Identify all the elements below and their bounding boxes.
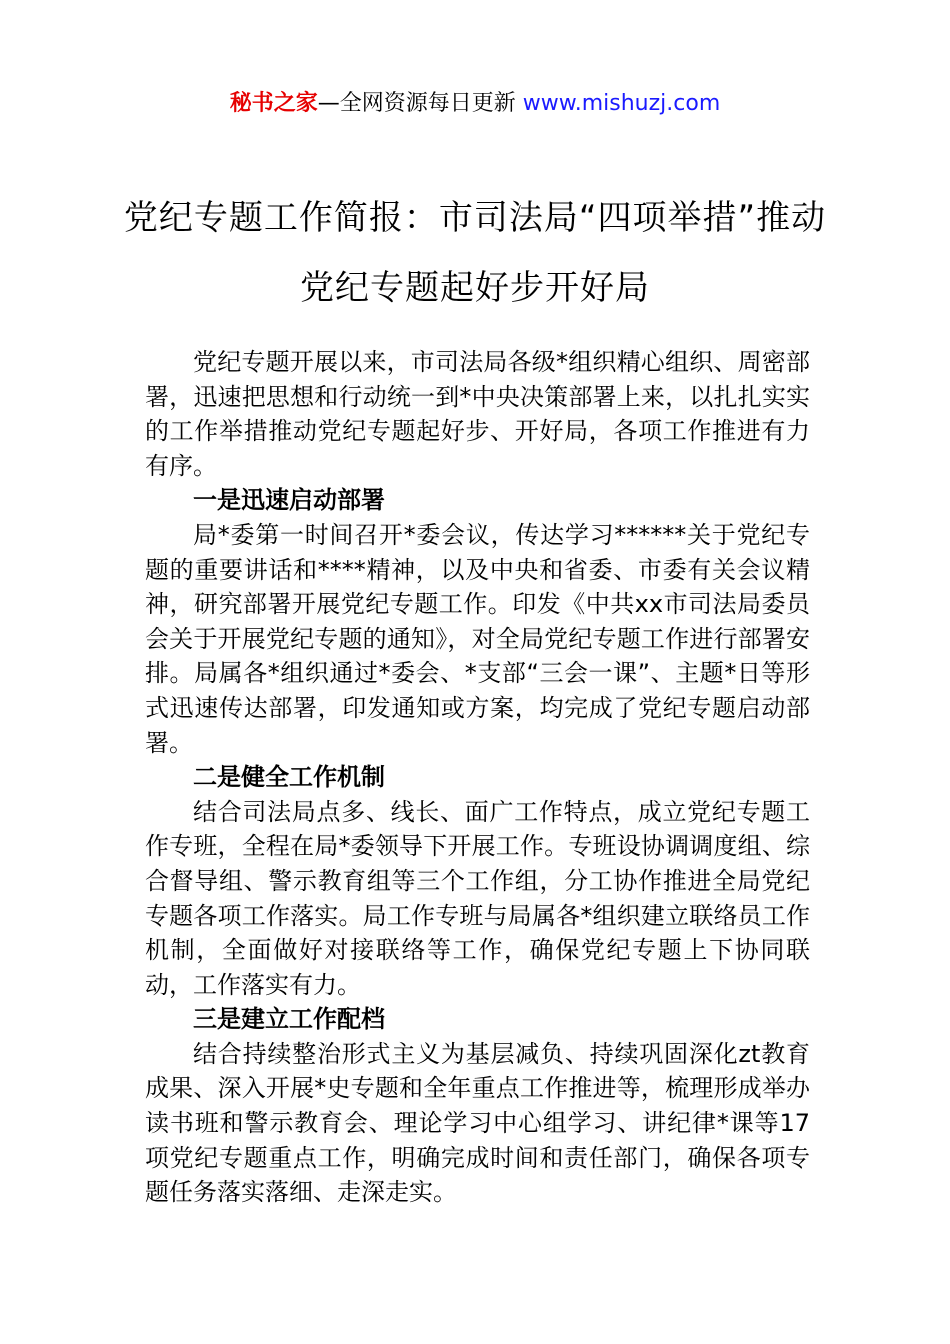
intro-paragraph: 党纪专题开展以来，市司法局各级*组织精心组织、周密部署，迅速把思想和行动统一到*中央决策部署上来，以扎扎实实的工作举措推动党纪专题起好步、开好局，各项工作推进有力有序。	[145, 348, 810, 480]
section-paragraph: 结合司法局点多、线长、面广工作特点，成立党纪专题工作专班，全程在局*委领导下开展工作。专班设协调调度组、综合督导组、警示教育组等三个工作组，分工协作推进全局党纪专题各项工作落实。局工作专班与局属各*组织建立联络员工作机制，全面做好对接联络等工作，确保党纪专题上下协同联动，工作落实有力。	[145, 797, 810, 999]
site-brand: 秘书之家	[229, 91, 318, 116]
section-heading: 二是健全工作机制	[193, 763, 385, 792]
section-paragraph: 结合持续整治形式主义为基层减负、持续巩固深化zt教育成果、深入开展*史专题和全年重点工作推进等，梳理形成举办读书班和警示教育会、理论学习中心组学习、讲纪律*课等17项党纪专题重点工作，明确完成时间和责任部门，确保各项专题任务落实落细、走深走实。	[145, 1039, 810, 1207]
site-url-link[interactable]: www.mishuzj.com	[522, 91, 721, 116]
document-title: 党纪专题工作简报：市司法局“四项举措”推动党纪专题起好步开好局	[123, 198, 827, 308]
section-heading: 一是迅速启动部署	[193, 486, 385, 515]
section-heading: 三是建立工作配档	[193, 1005, 385, 1034]
site-tagline: —全网资源每日更新	[317, 91, 523, 116]
document-body	[145, 345, 810, 1210]
site-header	[0, 86, 950, 122]
section-paragraph: 局*委第一时间召开*委会议，传达学习******关于党纪专题的重要讲话和****精神，以及中央和省委、市委有关会议精神，研究部署开展党纪专题工作。印发《中共xx市司法局委员会关于开展党纪专题的通知》，对全局党纪专题工作进行部署安排。局属各*组织通过*委会、*支部“三会一课”、主题*日等形式迅速传达部署，印发通知或方案，均完成了党纪专题启动部署。	[145, 520, 810, 757]
